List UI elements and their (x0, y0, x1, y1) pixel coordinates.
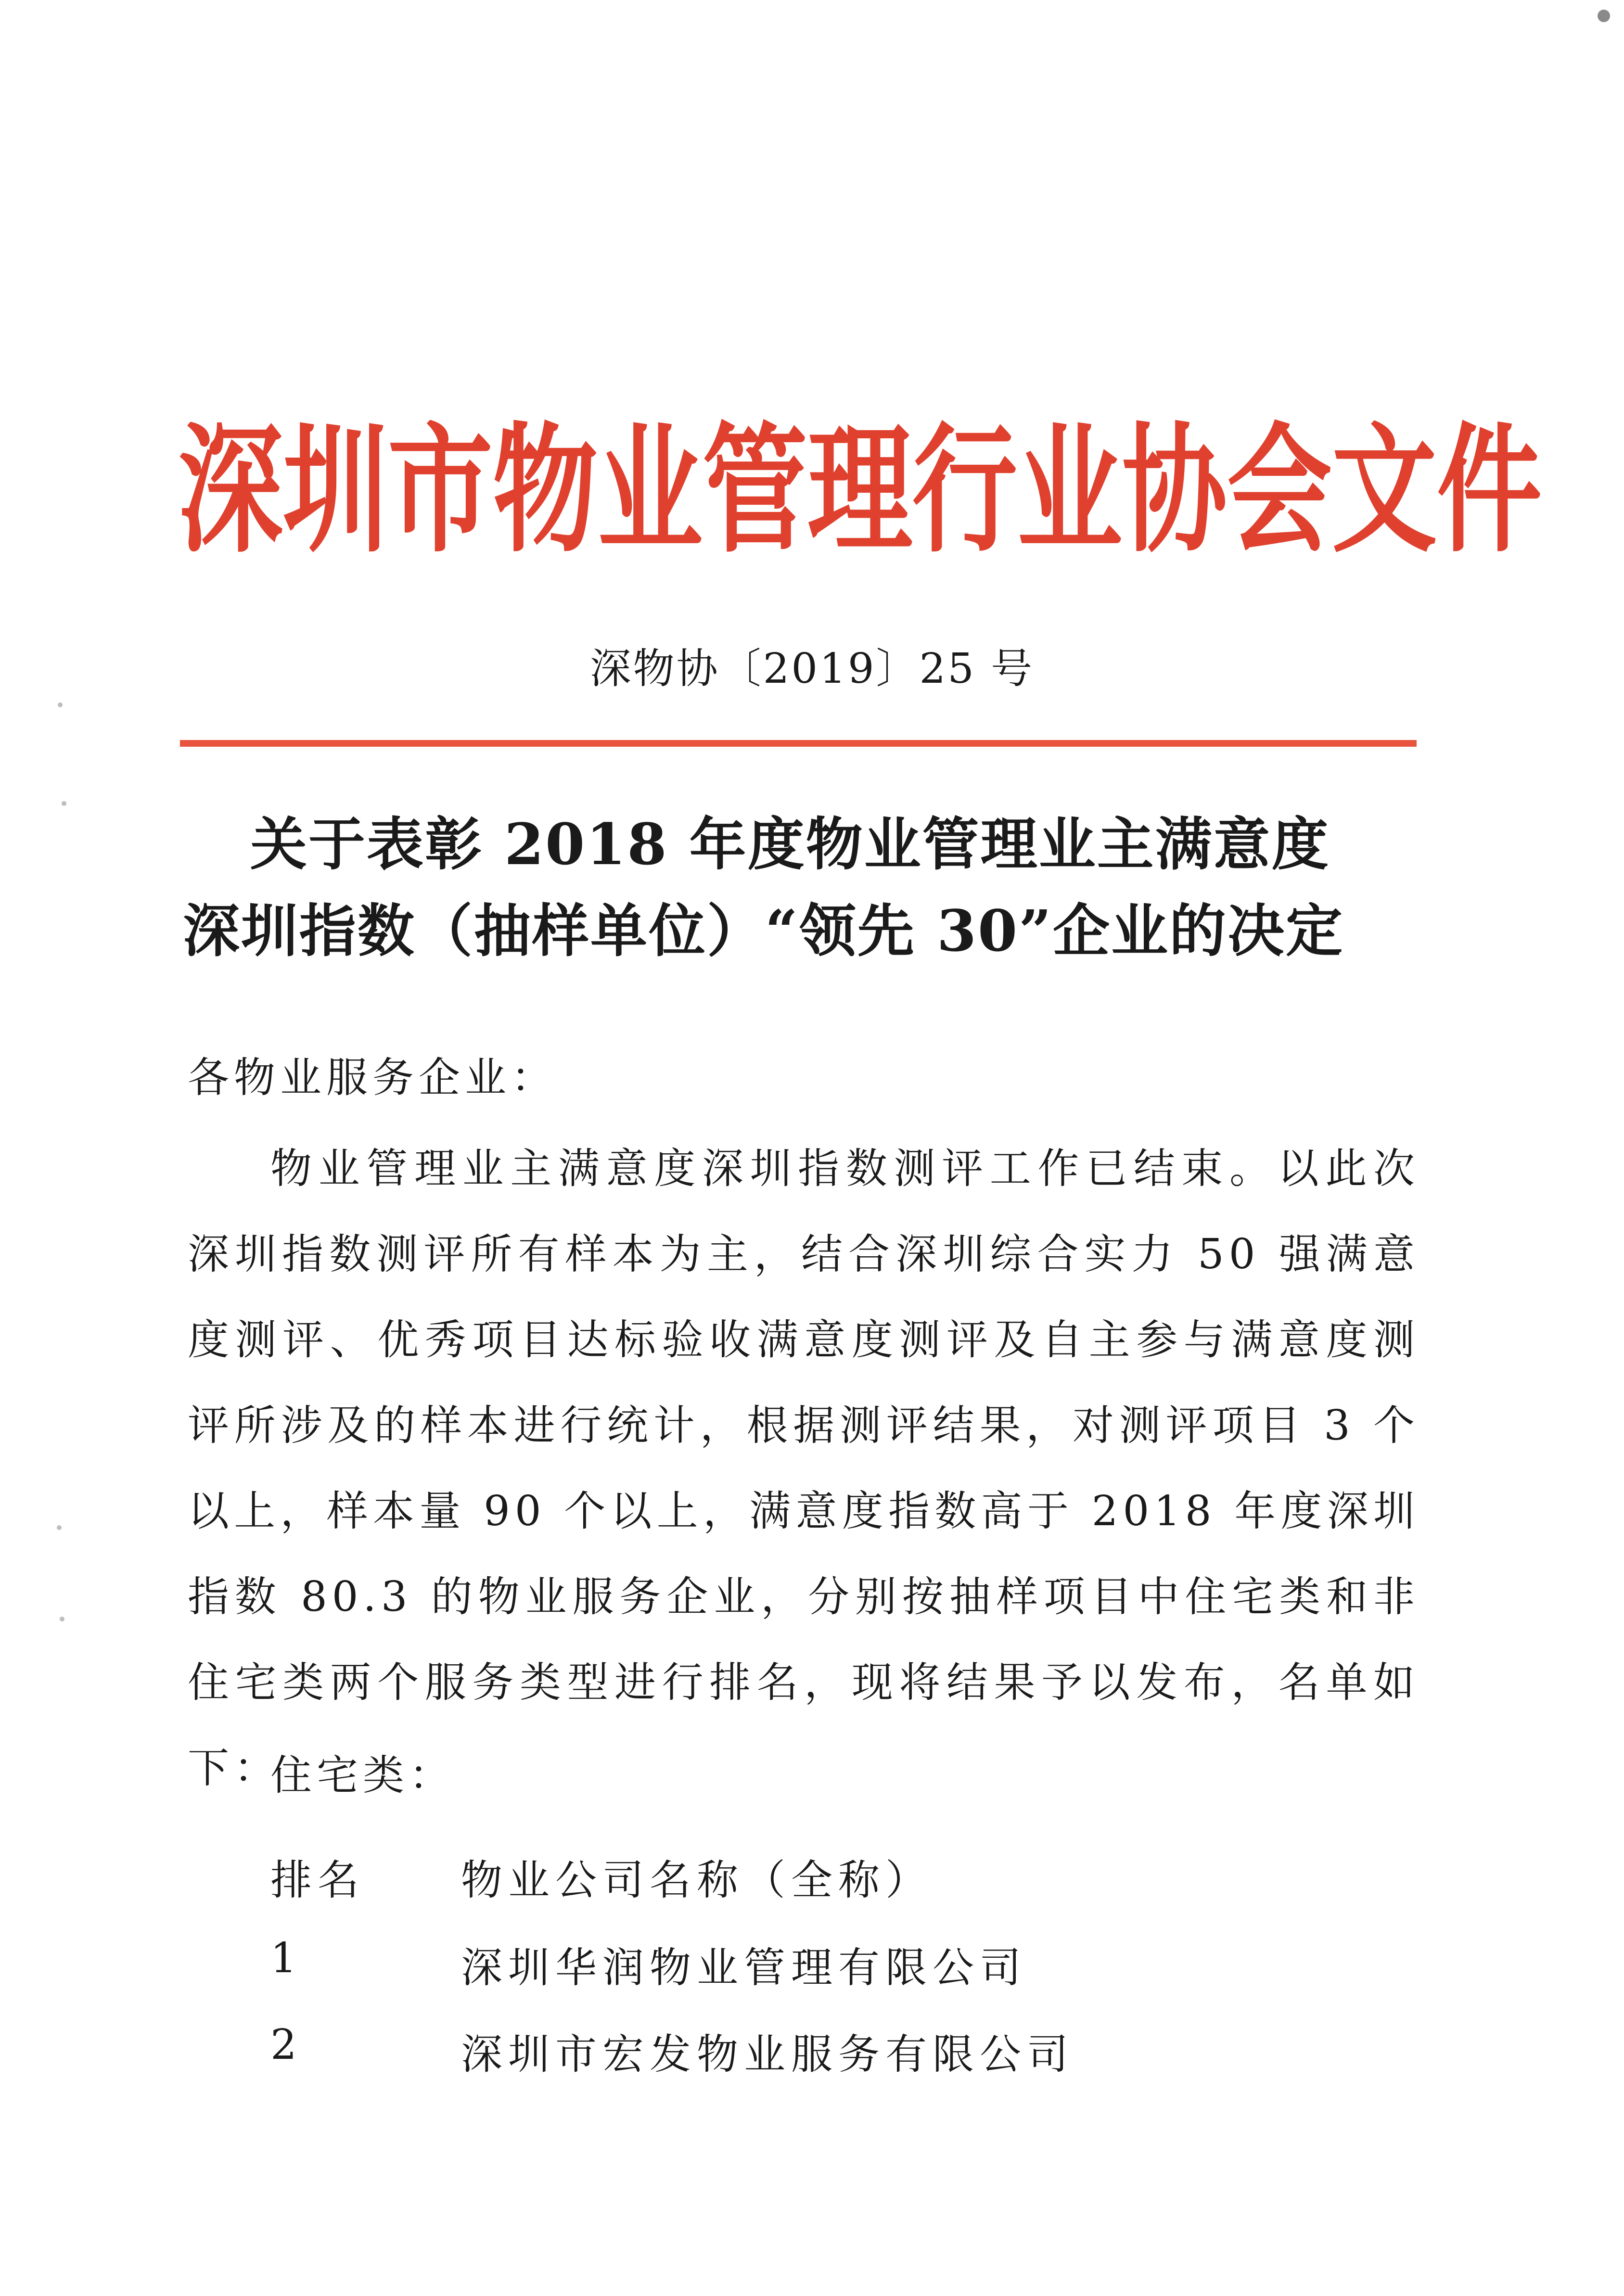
document-title-line-1: 关于表彰 2018 年度物业管理业主满意度 (250, 811, 1330, 878)
salutation: 各物业服务企业： (188, 1054, 557, 1102)
document-number: 深物协〔2019〕25 号 (589, 645, 1035, 693)
table-header-company: 物业公司名称（全称） (461, 1856, 933, 1904)
masthead-char: 行 (912, 410, 1017, 572)
red-divider-line (180, 740, 1417, 747)
document-title-line-2: 深圳指数（抽样单位）“领先 30”企业的决定 (183, 897, 1344, 964)
scan-speck (1598, 10, 1610, 22)
masthead-char: 理 (807, 410, 912, 572)
table-row-rank: 2 (270, 2021, 303, 2069)
table-row-company: 深圳市宏发物业服务有限公司 (461, 2030, 1074, 2079)
masthead-char: 物 (493, 410, 598, 572)
table-row-company: 深圳华润物业管理有限公司 (461, 1944, 1027, 1992)
masthead-char: 件 (1437, 410, 1542, 572)
masthead-char: 圳 (283, 410, 388, 572)
masthead-char: 市 (388, 410, 493, 572)
masthead-char: 文 (1332, 410, 1437, 572)
section-label-residential: 住宅类： (270, 1751, 455, 1799)
masthead-char: 管 (703, 410, 807, 572)
masthead-char: 深 (178, 410, 283, 572)
table-header-rank: 排名 (270, 1856, 365, 1904)
masthead-char: 业 (598, 410, 703, 572)
scan-speck (62, 801, 66, 806)
scan-speck (60, 1617, 64, 1621)
masthead-char: 协 (1122, 410, 1227, 572)
scan-speck (57, 1525, 62, 1530)
body-paragraph: 物业管理业主满意度深圳指数测评工作已结束。以此次深圳指数测评所有样本为主，结合深圳综合实力 50 强满意度测评、优秀项目达标验收满意度测评及自主参与满意度测评所涉及的样本进行统计，根据测评结果，对测评项目 3 个以上，样本量 90 个以上，满意度指数高于 2018 年度深圳指数 80.3 的物业服务企业，分别按抽样项目中住宅类和非住宅类两个服务类型进行排名，现将结果予以发布，名单如下： (188, 1145, 1419, 1792)
org-masthead (178, 399, 1542, 572)
table-row-rank: 1 (270, 1934, 303, 1982)
scan-speck (58, 702, 63, 707)
masthead-char: 业 (1017, 410, 1122, 572)
masthead-char: 会 (1227, 410, 1332, 572)
